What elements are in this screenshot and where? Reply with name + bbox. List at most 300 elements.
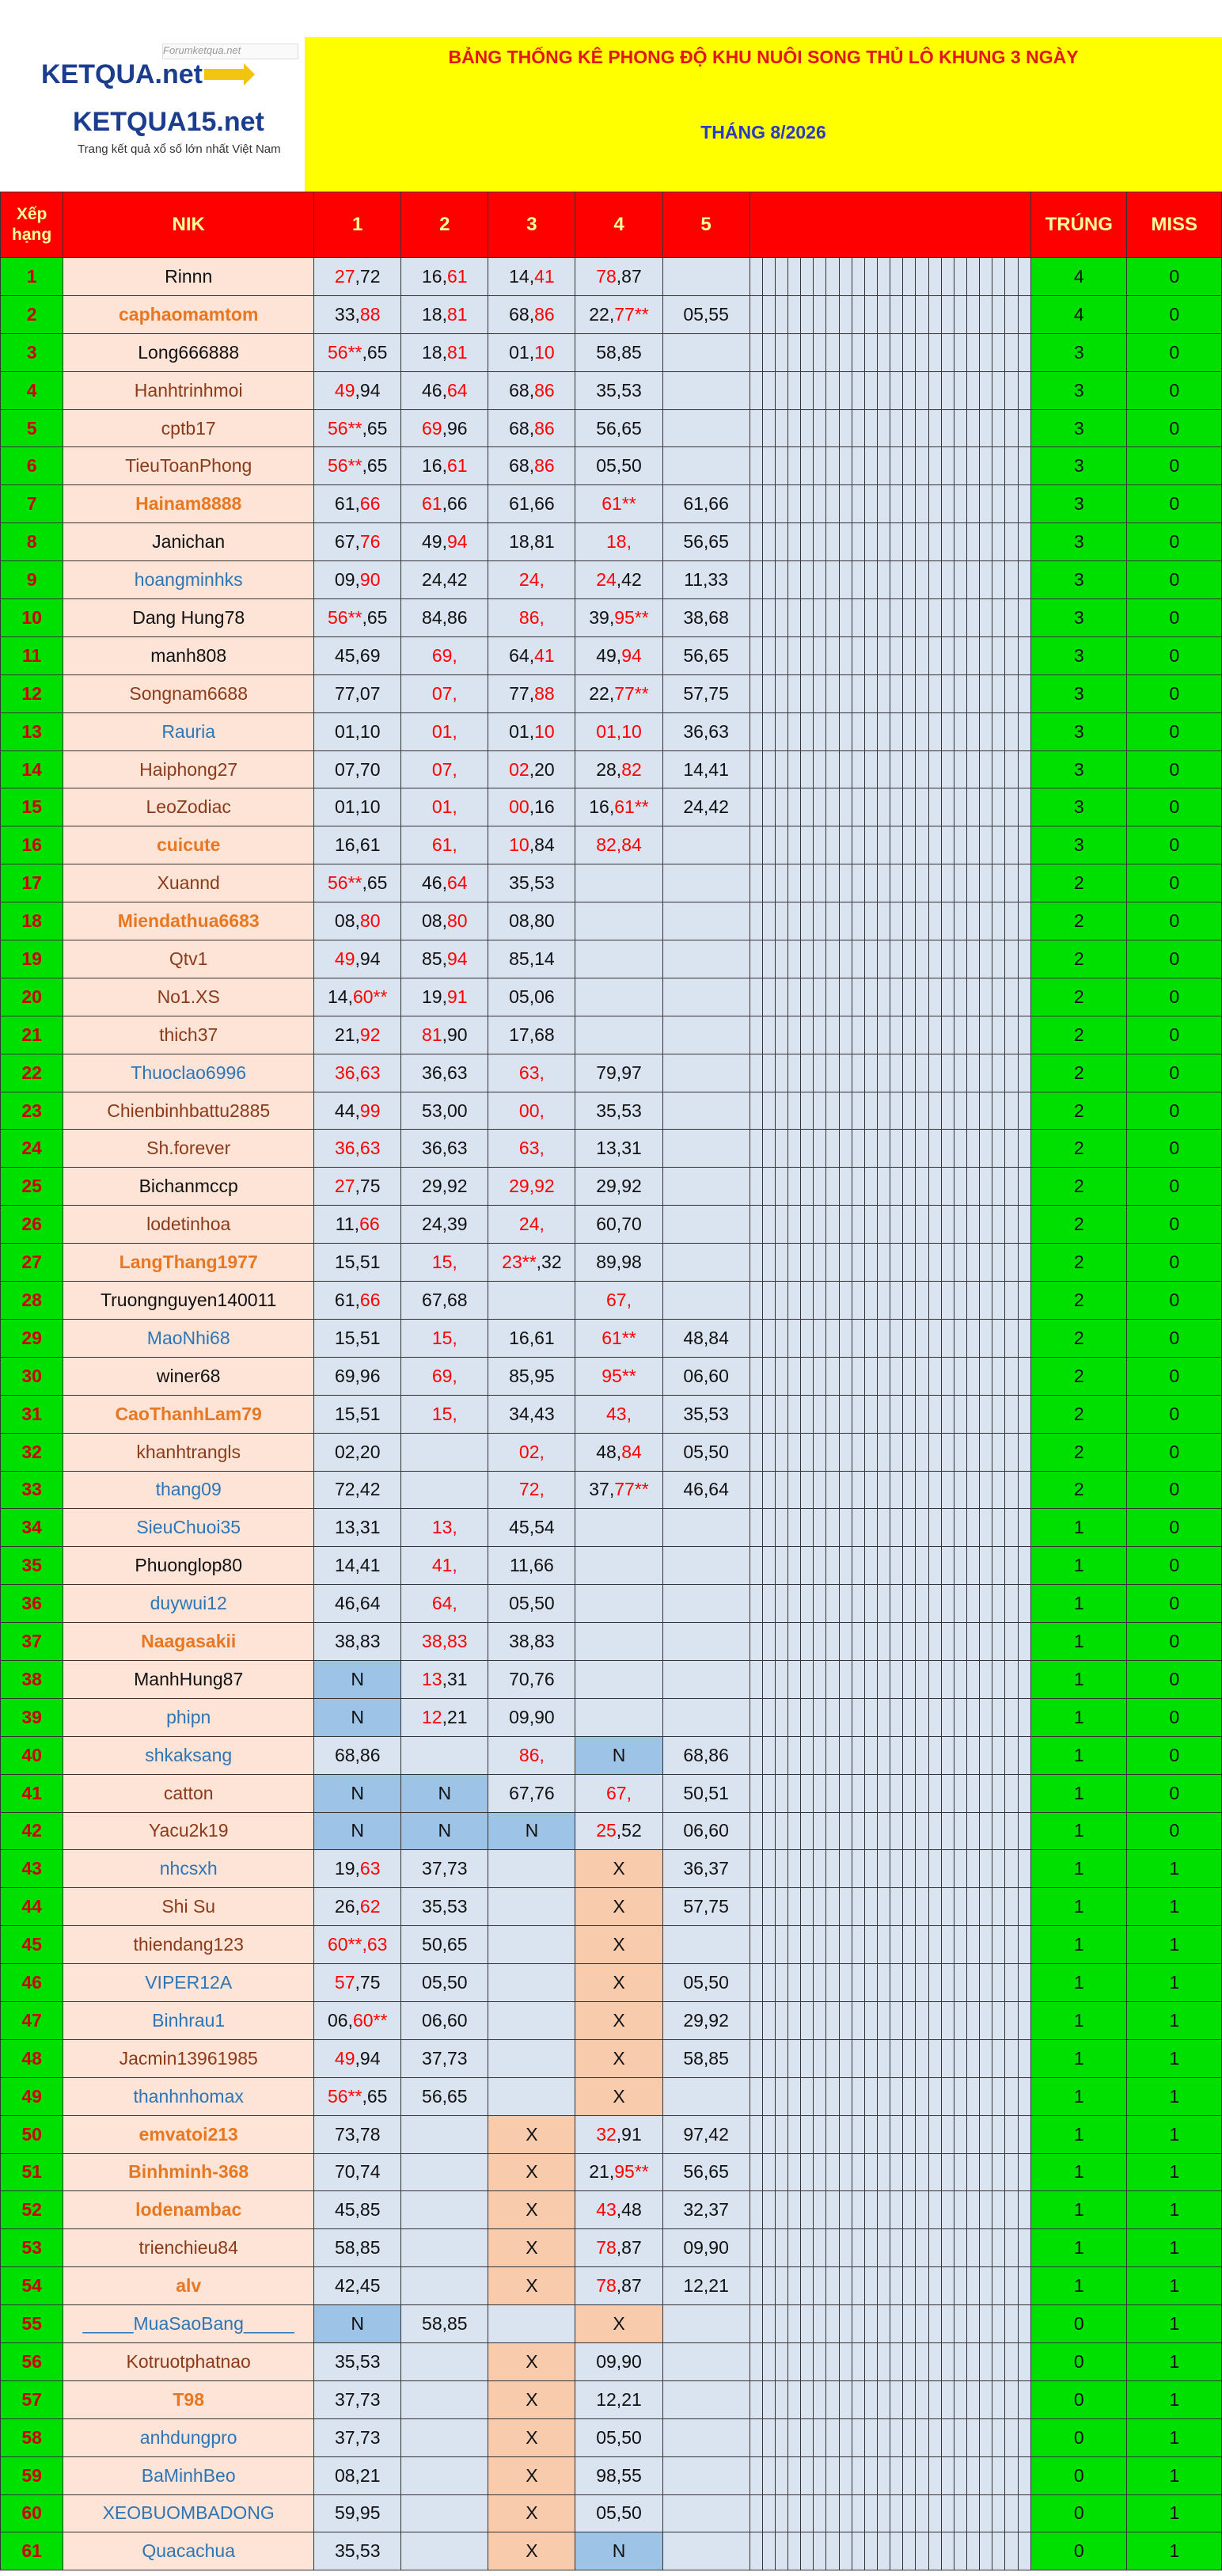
nik-cell[interactable]: CaoThanhLam79 [63,1395,314,1433]
empty-grid-cell [801,1016,814,1054]
nik-cell[interactable]: phipn [63,1698,314,1736]
empty-grid-cell [801,1964,814,2002]
empty-grid-cell [864,2305,877,2343]
empty-grid-cell [750,333,762,371]
empty-grid-cell [1005,1698,1018,1736]
empty-grid-cell [954,485,966,523]
nik-cell[interactable]: Jacmin13961985 [63,2039,314,2077]
day-5-cell [662,1660,750,1698]
empty-grid-cell [826,295,839,333]
table-row [1,2494,1222,2532]
nik-cell[interactable]: catton [63,1774,314,1812]
nik-cell[interactable]: caphaomamtom [63,295,314,333]
nik-cell[interactable]: MaoNhi68 [63,1319,314,1357]
empty-grid-cell [788,1206,801,1244]
empty-grid-cell [775,788,787,826]
trung-count: 1 [1031,1926,1127,1964]
day-2-cell: 12,21 [401,1698,488,1736]
empty-grid-cell [928,2191,941,2229]
empty-grid-cell [941,1395,954,1433]
empty-grid-cell [852,1395,864,1433]
empty-grid-cell [980,1888,992,1926]
nik-cell[interactable]: Miendathua6683 [63,902,314,940]
nik-cell[interactable]: manh808 [63,636,314,674]
day-2-cell: 67,68 [401,1282,488,1320]
nik-cell[interactable]: Thuoclao6996 [63,1054,314,1092]
miss-count: 0 [1127,371,1222,409]
empty-grid-cell [839,750,852,788]
nik-cell[interactable]: lodetinhoa [63,1206,314,1244]
nik-cell[interactable]: Rinnn [63,258,314,296]
empty-grid-cell [1018,636,1030,674]
empty-grid-cell [980,447,992,485]
rank-cell: 52 [1,2191,63,2229]
empty-grid-cell [852,1016,864,1054]
empty-grid-cell [928,258,941,296]
empty-grid-cell [890,2456,903,2494]
empty-grid-cell [903,2001,916,2039]
empty-grid-cell [1005,1054,1018,1092]
hit-number: 95** [614,2161,649,2183]
empty-grid-cell [980,1130,992,1168]
nik-cell[interactable]: shkaksang [63,1736,314,1774]
empty-grid-cell [852,2077,864,2115]
empty-grid-cell [941,2532,954,2570]
empty-grid-cell [814,2456,826,2494]
empty-grid-cell [954,1812,966,1850]
empty-grid-cell [967,1660,980,1698]
nik-cell[interactable]: Haiphong27 [63,750,314,788]
empty-grid-cell [954,2342,966,2380]
empty-grid-cell [775,1623,787,1661]
empty-grid-cell [903,2342,916,2380]
empty-grid-cell [839,258,852,296]
nik-cell[interactable]: duywui12 [63,1585,314,1623]
hit-number: 56** [327,2085,362,2107]
miss-count: 1 [1127,2229,1222,2267]
nik-cell[interactable]: alv [63,2267,314,2305]
empty-grid-cell [788,1812,801,1850]
empty-grid-cell [890,940,903,978]
empty-grid-cell [941,940,954,978]
nik-cell[interactable]: Kotruotphatnao [63,2342,314,2380]
nik-cell[interactable]: T98 [63,2380,314,2418]
empty-grid-cell [928,1850,941,1888]
nik-cell[interactable]: Binhrau1 [63,2001,314,2039]
empty-grid-cell [1005,1585,1018,1623]
nik-cell[interactable]: Quacachua [63,2532,314,2570]
empty-grid-cell [941,1282,954,1320]
rank-cell: 5 [1,409,63,447]
empty-grid-cell [928,1964,941,2002]
empty-grid-cell [967,2191,980,2229]
empty-grid-cell [1005,1244,1018,1282]
empty-grid-cell [941,902,954,940]
miss-count: 0 [1127,864,1222,902]
empty-grid-cell [1018,1433,1030,1471]
hit-number: 84 [621,1441,642,1462]
empty-grid-cell [890,1888,903,1926]
empty-grid-cell [992,1395,1005,1433]
empty-grid-cell [788,523,801,561]
day-5-cell: 05,55 [662,295,750,333]
empty-grid-cell [788,1850,801,1888]
empty-grid-cell [890,1623,903,1661]
empty-grid-cell [903,902,916,940]
nik-cell[interactable]: Bichanmccp [63,1168,314,1206]
nik-cell[interactable]: Dang Hung78 [63,599,314,637]
empty-grid-cell [750,864,762,902]
empty-grid-cell [967,750,980,788]
nik-cell[interactable]: Rauria [63,712,314,750]
empty-grid-cell [775,750,787,788]
nik-cell[interactable]: Songnam6688 [63,674,314,712]
empty-grid-cell [992,978,1005,1016]
miss-count: 1 [1127,2077,1222,2115]
nik-cell[interactable]: TieuToanPhong [63,447,314,485]
day-5-cell: 11,33 [662,561,750,599]
empty-grid-cell [826,1774,839,1812]
empty-grid-cell [916,1092,928,1130]
nik-cell[interactable]: cptb17 [63,409,314,447]
nik-cell[interactable]: XEOBUOMBADONG [63,2494,314,2532]
nik-cell[interactable]: SieuChuoi35 [63,1509,314,1547]
empty-grid-cell [928,599,941,637]
empty-grid-cell [1018,674,1030,712]
day-4-cell [575,485,662,523]
miss-count: 0 [1127,1774,1222,1812]
empty-grid-cell [814,2153,826,2191]
day-3-cell: 17,68 [488,1016,575,1054]
empty-grid-cell [928,1547,941,1585]
empty-grid-cell [992,750,1005,788]
nik-cell[interactable]: thang09 [63,1471,314,1509]
miss-count: 1 [1127,2532,1222,2570]
empty-grid-cell [954,826,966,864]
empty-grid-cell [916,978,928,1016]
empty-grid-cell [992,2039,1005,2077]
nik-cell[interactable]: Hanhtrinhmoi [63,371,314,409]
empty-grid-cell [941,2229,954,2267]
empty-grid-cell [878,940,890,978]
empty-grid-cell [903,788,916,826]
empty-grid-cell [980,1395,992,1433]
hit-number: 64, [431,1593,457,1614]
nik-cell[interactable]: nhcsxh [63,1850,314,1888]
empty-grid-cell [1005,485,1018,523]
empty-grid-cell [839,2342,852,2380]
day-2-cell [401,2229,488,2267]
empty-grid-cell [788,2456,801,2494]
empty-grid-cell [1005,333,1018,371]
day-3-cell: 35,53 [488,864,575,902]
day-4-cell [575,1319,662,1357]
day-5-cell [662,447,750,485]
trung-count: 2 [1031,864,1127,902]
empty-grid-cell [864,1926,877,1964]
hit-number: 49 [334,379,355,401]
nik-cell[interactable]: BaMinhBeo [63,2456,314,2494]
empty-grid-cell [1005,1623,1018,1661]
miss-count: 0 [1127,1471,1222,1509]
empty-grid-cell [852,447,864,485]
empty-grid-cell [954,788,966,826]
empty-grid-cell [941,2191,954,2229]
day-5-cell: 06,60 [662,1812,750,1850]
empty-grid-cell [788,2229,801,2267]
trung-count: 3 [1031,485,1127,523]
empty-grid-cell [916,2380,928,2418]
nik-cell[interactable]: Chienbinhbattu2885 [63,1092,314,1130]
day-2-cell: 18,81 [401,295,488,333]
day-2-cell: 35,53 [401,1888,488,1926]
nik-cell[interactable]: Qtv1 [63,940,314,978]
empty-grid-cell [878,1206,890,1244]
empty-grid-cell [878,409,890,447]
empty-grid-cell [775,636,787,674]
nik-cell[interactable]: LeoZodiac [63,788,314,826]
nik-cell[interactable]: LangThang1977 [63,1244,314,1282]
empty-grid-cell [852,1547,864,1585]
miss-count: 0 [1127,978,1222,1016]
nik-cell[interactable]: Shi Su [63,1888,314,1926]
nik-cell[interactable]: No1.XS [63,978,314,1016]
empty-grid-cell [852,1282,864,1320]
empty-grid-cell [980,978,992,1016]
empty-grid-cell [916,1585,928,1623]
empty-grid-cell [852,2456,864,2494]
day-4-cell: 22,77** [575,674,662,712]
day-3-cell: 68,86 [488,295,575,333]
nik-cell[interactable]: winer68 [63,1357,314,1395]
empty-grid-cell [890,1206,903,1244]
empty-grid-cell [750,636,762,674]
day-2-cell [401,2191,488,2229]
empty-grid-cell [801,258,814,296]
day-1-cell: 14,41 [314,1547,401,1585]
day-1-cell: 19,63 [314,1850,401,1888]
empty-grid-cell [967,712,980,750]
nik-cell[interactable]: Long666888 [63,333,314,371]
nik-cell[interactable]: VIPER12A [63,1964,314,2002]
empty-grid-cell [890,599,903,637]
empty-grid-cell [928,750,941,788]
empty-grid-cell [839,712,852,750]
nik-cell[interactable]: ManhHung87 [63,1660,314,1698]
empty-grid-cell [903,1623,916,1661]
empty-grid-cell [903,2039,916,2077]
nik-cell[interactable]: Sh.forever [63,1130,314,1168]
empty-grid-cell [980,333,992,371]
nik-cell[interactable]: emvatoi213 [63,2115,314,2153]
empty-grid-cell [775,1509,787,1547]
nik-cell[interactable]: thanhnhomax [63,2077,314,2115]
empty-grid-cell [916,409,928,447]
empty-grid-cell [980,2001,992,2039]
empty-grid-cell [826,1433,839,1471]
day-1-cell: 08,21 [314,2456,401,2494]
hit-number: 82,84 [596,834,642,856]
empty-grid-cell [916,1623,928,1661]
empty-grid-cell [954,902,966,940]
table-row [1,1433,1222,1471]
nik-cell[interactable]: Naagasakii [63,1623,314,1661]
empty-grid-cell [941,1509,954,1547]
empty-grid-cell [903,1964,916,2002]
empty-grid-cell [864,864,877,902]
empty-grid-cell [992,599,1005,637]
miss-count: 0 [1127,1282,1222,1320]
empty-grid-cell [826,1660,839,1698]
hit-number: 56** [327,455,362,477]
nik-cell[interactable]: thich37 [63,1016,314,1054]
hit-number: 86, [518,1744,545,1765]
empty-grid-cell [864,902,877,940]
nik-cell[interactable]: Binhminh-368 [63,2153,314,2191]
empty-grid-cell [928,1585,941,1623]
miss-count: 0 [1127,902,1222,940]
day-5-cell [662,1926,750,1964]
nik-cell[interactable]: anhdungpro [63,2418,314,2456]
empty-grid-cell [762,2380,775,2418]
day-2-cell [401,1623,488,1661]
day-3-cell [488,1168,575,1206]
empty-grid-cell [788,1319,801,1357]
miss-count: 1 [1127,2191,1222,2229]
nik-cell[interactable]: Yacu2k19 [63,1812,314,1850]
nik-cell[interactable]: trienchieu84 [63,2229,314,2267]
empty-grid-cell [762,1319,775,1357]
hit-number: 76 [359,531,381,553]
empty-grid-cell [775,2039,787,2077]
day-3-cell [488,1282,575,1320]
empty-grid-cell [839,1244,852,1282]
empty-grid-cell [852,1357,864,1395]
day-2-cell: 36,63 [401,1054,488,1092]
empty-grid-cell [890,826,903,864]
empty-grid-cell [954,1926,966,1964]
empty-grid-cell [826,2191,839,2229]
nik-cell[interactable]: Janichan [63,523,314,561]
empty-grid-cell [839,2305,852,2343]
empty-grid-cell [878,1660,890,1698]
trung-count: 1 [1031,1547,1127,1585]
empty-grid-cell [941,1130,954,1168]
day-3-cell [488,1433,575,1471]
empty-grid-cell [864,1547,877,1585]
empty-grid-cell [750,2305,762,2343]
nik-cell[interactable]: _____MuaSaoBang_____ [63,2305,314,2343]
day-5-cell: 38,68 [662,599,750,637]
empty-grid-cell [775,1660,787,1698]
trung-count: 3 [1031,333,1127,371]
hit-number: 77** [614,1479,649,1500]
empty-grid-cell [852,1698,864,1736]
empty-grid-cell [928,485,941,523]
empty-grid-cell [750,712,762,750]
empty-grid-cell [852,1964,864,2002]
empty-grid-cell [980,1433,992,1471]
empty-grid-cell [864,1660,877,1698]
empty-grid-cell [928,1812,941,1850]
empty-grid-cell [1005,864,1018,902]
empty-grid-cell [1018,1395,1030,1433]
day-4-cell: 35,53 [575,371,662,409]
miss-count: 1 [1127,2494,1222,2532]
empty-grid-cell [839,1168,852,1206]
hit-number: 41, [431,1555,457,1576]
nik-cell[interactable]: khanhtrangls [63,1433,314,1471]
day-1-cell: 56**,65 [314,599,401,637]
table-row [1,447,1222,485]
rank-cell: 61 [1,2532,63,2570]
rank-cell: 54 [1,2267,63,2305]
empty-grid-cell [1018,864,1030,902]
nik-cell[interactable]: Truongnguyen140011 [63,1282,314,1320]
trung-count: 2 [1031,902,1127,940]
empty-grid-cell [928,2342,941,2380]
col-header-day-4: 4 [575,192,662,258]
empty-grid-cell [814,2418,826,2456]
hit-number: 01, [431,720,457,742]
site-logo[interactable] [0,37,305,192]
empty-grid-cell [1018,1054,1030,1092]
nik-cell[interactable]: Xuannd [63,864,314,902]
day-3-cell: 01,10 [488,712,575,750]
empty-grid-cell [788,1888,801,1926]
nik-cell[interactable]: lodenambac [63,2191,314,2229]
day-2-cell: 13,31 [401,1660,488,1698]
empty-grid-cell [941,864,954,902]
forum-link[interactable]: Forumketqua.net [162,44,298,59]
empty-grid-cell [890,978,903,1016]
nik-cell[interactable]: hoangminhks [63,561,314,599]
empty-grid-cell [878,1736,890,1774]
empty-grid-cell [750,1964,762,2002]
day-3-cell [488,2305,575,2343]
empty-grid-cell [801,1357,814,1395]
empty-grid-cell [992,295,1005,333]
empty-grid-cell [980,1509,992,1547]
empty-grid-cell [903,2267,916,2305]
table-row [1,1774,1222,1812]
day-1-cell: 56**,65 [314,2077,401,2115]
empty-grid-cell [801,1812,814,1850]
empty-grid-cell [839,1774,852,1812]
hit-number: 66 [359,1289,381,1310]
empty-grid-cell [980,485,992,523]
empty-grid-cell [826,1168,839,1206]
empty-grid-cell [1005,1509,1018,1547]
empty-grid-cell [775,258,787,296]
empty-grid-cell [967,1964,980,2002]
empty-grid-cell [992,1282,1005,1320]
hit-number: 94 [447,948,468,969]
rank-cell: 7 [1,485,63,523]
empty-grid-cell [852,978,864,1016]
nik-cell[interactable]: Hainam8888 [63,485,314,523]
nik-cell[interactable]: thiendang123 [63,1926,314,1964]
empty-grid-cell [967,1206,980,1244]
empty-grid-cell [750,826,762,864]
empty-grid-cell [992,712,1005,750]
empty-grid-cell [954,561,966,599]
rank-cell: 39 [1,1698,63,1736]
nik-cell[interactable]: Phuonglop80 [63,1547,314,1585]
empty-grid-cell [980,826,992,864]
empty-grid-cell [980,2456,992,2494]
nik-cell[interactable]: cuicute [63,826,314,864]
